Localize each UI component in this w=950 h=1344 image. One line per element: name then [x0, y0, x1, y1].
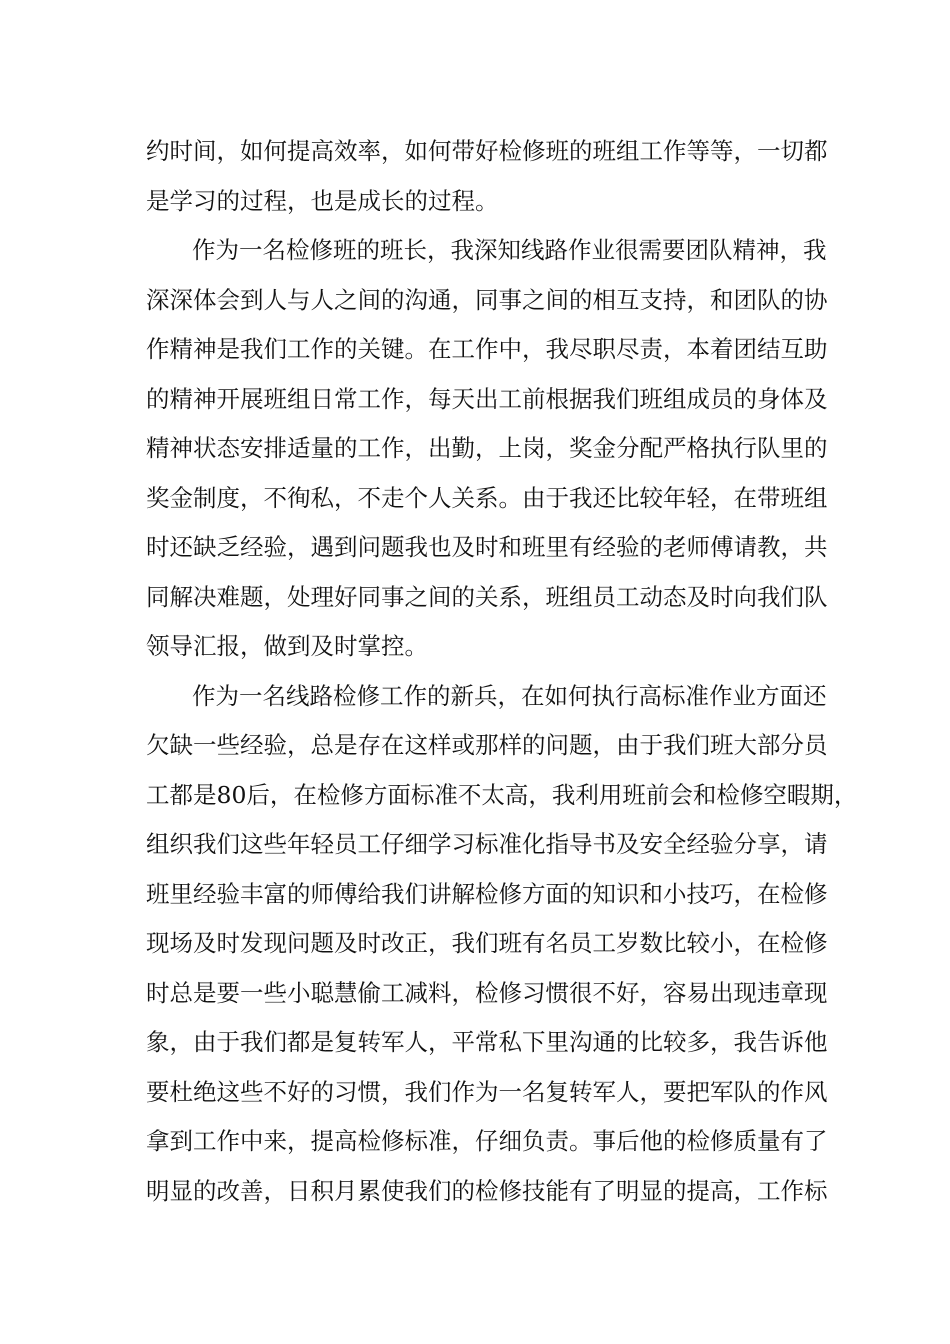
text-line: 是学习的过程，也是成长的过程。: [146, 186, 499, 215]
text-line: 作为一名检修班的班长，我深知线路作业很需要团队精神，我: [192, 236, 827, 264]
text-line: 组织我们这些年轻员工仔细学习标准化指导书及安全经验分享，请: [146, 830, 828, 858]
text-line: 同解决难题，处理好同事之间的关系，班组员工动态及时向我们队: [146, 582, 828, 611]
text-line: 要杜绝这些不好的习惯，我们作为一名复转军人，要把军队的作风: [146, 1077, 828, 1106]
text-line: 欠缺一些经验，总是存在这样或那样的问题，由于我们班大部分员: [146, 731, 828, 759]
text-line: 班里经验丰富的师傅给我们讲解检修方面的知识和小技巧，在检修: [146, 879, 828, 908]
text-line: 作为一名线路检修工作的新兵，在如何执行高标准作业方面还: [192, 681, 827, 710]
text-line: 约时间，如何提高效率，如何带好检修班的班组工作等等，一切都: [146, 137, 828, 165]
text-line: 现场及时发现问题及时改正，我们班有名员工岁数比较小，在检修: [146, 929, 828, 957]
text-line: 时总是要一些小聪慧偷工减料，检修习惯很不好，容易出现违章现: [146, 978, 828, 1007]
text-line: 时还缺乏经验，遇到问题我也及时和班里有经验的老师傅请教，共: [146, 533, 828, 561]
text-line: 的精神开展班组日常工作，每天出工前根据我们班组成员的身体及: [146, 384, 828, 413]
text-line: 工都是80后，在检修方面标准不太高，我利用班前会和检修空暇期，: [146, 780, 858, 809]
text-line: 拿到工作中来，提高检修标准，仔细负责。事后他的检修质量有了: [146, 1127, 828, 1155]
text-line: 精神状态安排适量的工作，出勤，上岗，奖金分配严格执行队里的: [146, 434, 828, 462]
paragraph: [146, 127, 826, 226]
body-text: [146, 127, 858, 1216]
text-line: 明显的改善，日积月累使我们的检修技能有了明显的提高，工作标: [146, 1176, 828, 1205]
paragraph: [146, 672, 858, 1217]
text-line: 作精神是我们工作的关键。在工作中，我尽职尽责，本着团结互助: [146, 335, 828, 363]
paragraph: [146, 226, 826, 672]
text-line: 象，由于我们都是复转军人，平常私下里沟通的比较多，我告诉他: [146, 1028, 828, 1056]
text-line: 深深体会到人与人之间的沟通，同事之间的相互支持，和团队的协: [146, 285, 828, 314]
text-line: 奖金制度，不徇私，不走个人关系。由于我还比较年轻，在带班组: [146, 483, 828, 512]
text-line: 领导汇报，做到及时掌控。: [146, 632, 428, 660]
